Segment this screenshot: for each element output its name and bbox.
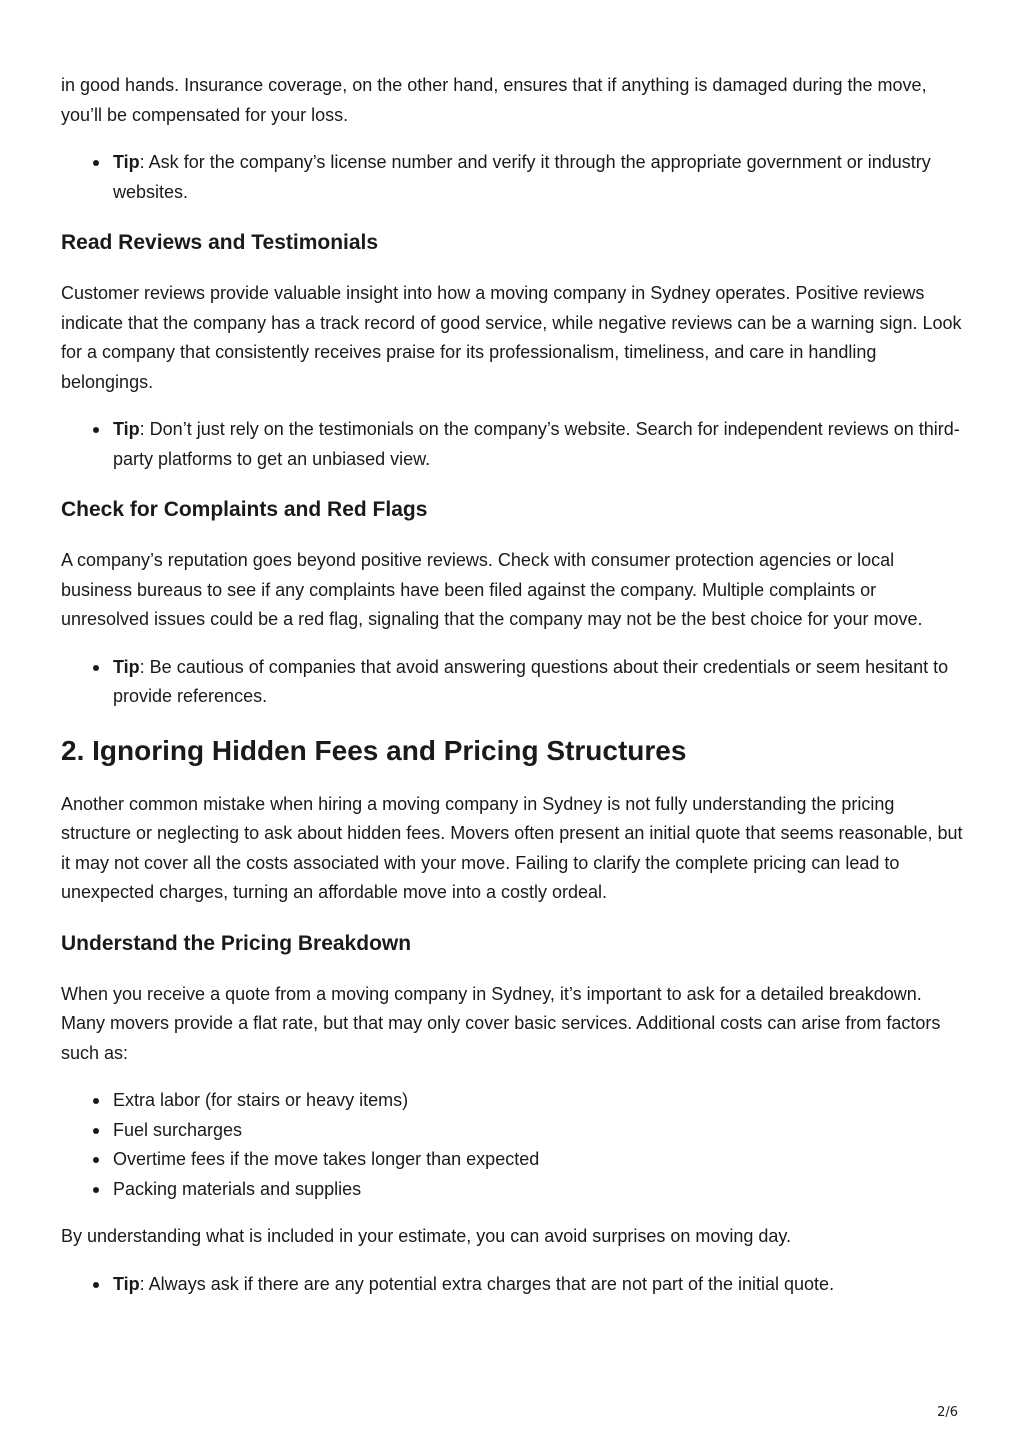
document-page bbox=[61, 71, 967, 1299]
tip-list bbox=[61, 1270, 967, 1300]
section-heading-pricing: Understand the Pricing Breakdown bbox=[61, 931, 412, 955]
tip-label: Tip bbox=[113, 152, 140, 172]
list-item: Overtime fees if the move takes longer than expected bbox=[113, 1145, 967, 1175]
tip-label: Tip bbox=[113, 1273, 140, 1294]
list-item: Extra labor (for stairs or heavy items) bbox=[113, 1086, 967, 1116]
cost-factor-list bbox=[61, 1086, 967, 1204]
complaints-paragraph: A company’s reputation goes beyond positive reviews. Check with consumer protection agencies or local business bureaus to see if any complaints have been filed against the company. Multiple complaints or unresolved issues could be a red flag, signaling that the company may not be the best choice for your move. bbox=[61, 550, 923, 629]
reviews-paragraph: Customer reviews provide valuable insight into how a moving company in Sydney operates. Positive reviews indicate that the company has a track record of good service, while negative reviews can be a warning sign. Look for a company that consistently receives praise for its professionalism, timeliness, and care in handling belongings. bbox=[61, 283, 962, 392]
tip-list bbox=[61, 148, 967, 207]
fees-paragraph: Another common mistake when hiring a moving company in Sydney is not fully understanding the pricing structure or neglecting to ask about hidden fees. Movers often present an initial quote that seems reasonable, but it may not cover all the costs associated with your move. Failing to clarify the complete pricing can lead to unexpected charges, turning an affordable move into a costly ordeal. bbox=[61, 793, 963, 902]
section-heading-reviews: Read Reviews and Testimonials bbox=[61, 231, 379, 254]
tip-label: Tip bbox=[113, 656, 140, 677]
section-heading-fees: 2. Ignoring Hidden Fees and Pricing Structures bbox=[61, 734, 687, 766]
tip-text: : Be cautious of companies that avoid answering questions about their credentials or seem hesitant to provide references. bbox=[113, 656, 949, 706]
pricing-paragraph: When you receive a quote from a moving company in Sydney, it’s important to ask for a detailed breakdown. Many movers provide a flat rate, but that may only cover basic services. Additional costs can arise from factors such as: bbox=[61, 983, 941, 1063]
tip-label: Tip bbox=[113, 419, 140, 439]
page-number: 2/6 bbox=[937, 1405, 958, 1420]
pricing-closing-paragraph: By understanding what is included in your estimate, you can avoid surprises on moving day. bbox=[61, 1226, 792, 1246]
list-item bbox=[113, 653, 967, 712]
tip-text: : Don’t just rely on the testimonials on the company’s website. Search for independent reviews on third-party platforms to get an unbiased view. bbox=[113, 419, 960, 469]
list-item bbox=[113, 1270, 967, 1300]
tip-text: : Ask for the company’s license number and verify it through the appropriate government or industry websites. bbox=[113, 152, 931, 202]
list-item bbox=[113, 415, 967, 474]
tip-list bbox=[61, 653, 967, 712]
section-heading-complaints: Check for Complaints and Red Flags bbox=[61, 498, 428, 521]
list-item bbox=[113, 148, 967, 207]
intro-paragraph: in good hands. Insurance coverage, on the other hand, ensures that if anything is damaged during the move, you’ll be compensated for your loss. bbox=[61, 75, 927, 125]
tip-text: : Always ask if there are any potential extra charges that are not part of the initial quote. bbox=[139, 1273, 835, 1294]
list-item: Packing materials and supplies bbox=[113, 1175, 967, 1205]
tip-list bbox=[61, 415, 967, 474]
list-item: Fuel surcharges bbox=[113, 1116, 967, 1146]
